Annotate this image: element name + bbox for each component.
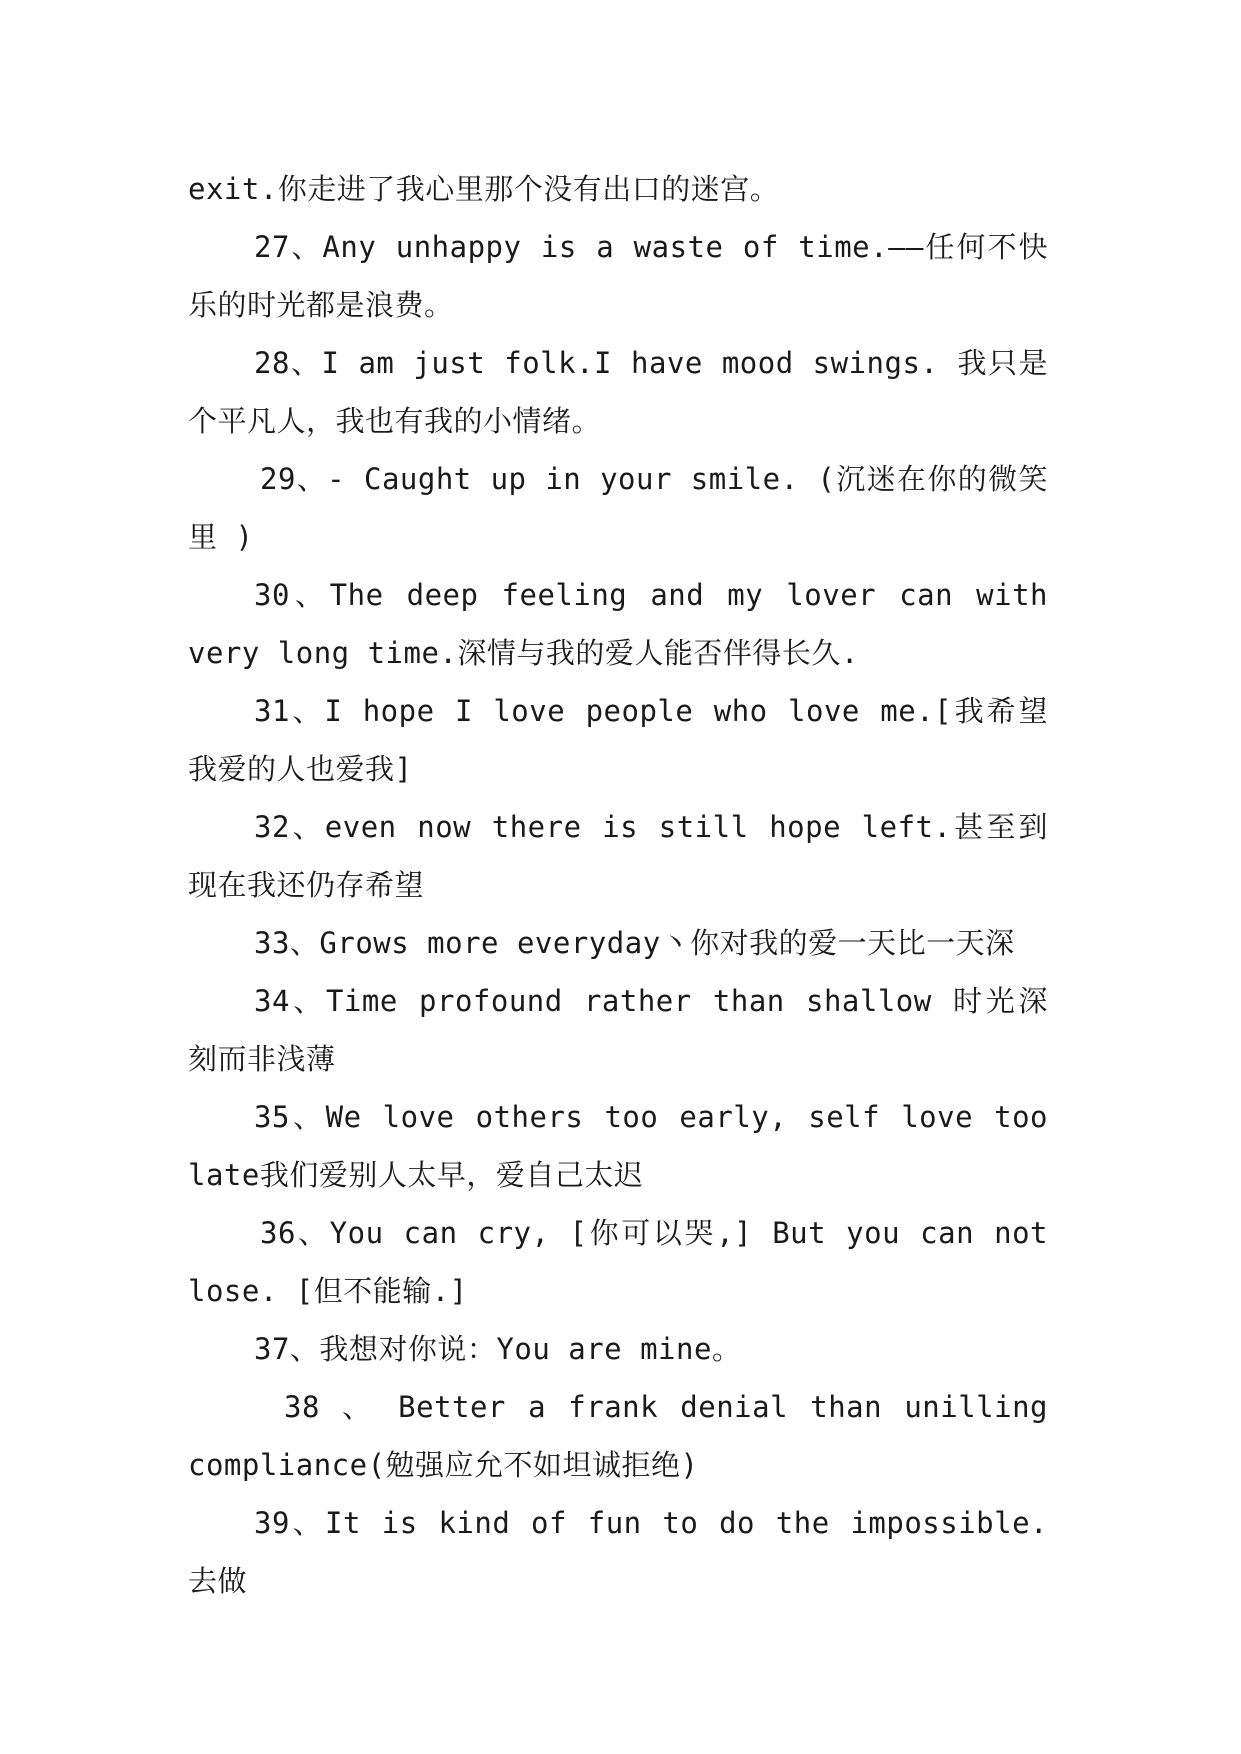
paragraph-28: 28、I am just folk.I have mood swings. 我只是个平凡人，我也有我的小情绪。 bbox=[188, 346, 1048, 438]
paragraph-27: 27、Any unhappy is a waste of time.——任何不快乐的时光都是浪费。 bbox=[188, 230, 1048, 322]
paragraph-37: 37、我想对你说：You are mine。 bbox=[254, 1332, 742, 1366]
paragraph-35: 35、We love others too early, self love too late我们爱别人太早，爱自己太迟 bbox=[188, 1100, 1048, 1192]
paragraph-36: 36、You can cry, [你可以哭,] But you can not lose. [但不能输.] bbox=[188, 1216, 1048, 1308]
paragraph-34: 34、Time profound rather than shallow 时光深刻而非浅薄 bbox=[188, 984, 1048, 1076]
paragraph-31: 31、I hope I love people who love me.[我希望我爱的人也爱我] bbox=[188, 694, 1048, 786]
paragraph-33: 33、Grows more everyday丶你对我的爱一天比一天深 bbox=[254, 926, 1015, 960]
paragraph-29: 29、- Caught up in your smile. (沉迷在你的微笑里 ) bbox=[188, 462, 1048, 554]
paragraph-38: 38 、 Better a frank denial than unilling compliance(勉强应允不如坦诚拒绝) bbox=[188, 1390, 1048, 1482]
paragraph-39: 39、It is kind of fun to do the impossible. 去做 bbox=[188, 1506, 1048, 1598]
document-body bbox=[188, 160, 1048, 1610]
paragraph-32: 32、even now there is still hope left.甚至到现在我还仍存希望 bbox=[188, 810, 1048, 902]
paragraph-continuation: exit.你走进了我心里那个没有出口的迷宫。 bbox=[188, 172, 780, 206]
paragraph-30: 30、The deep feeling and my lover can with very long time.深情与我的爱人能否伴得长久. bbox=[188, 578, 1048, 670]
